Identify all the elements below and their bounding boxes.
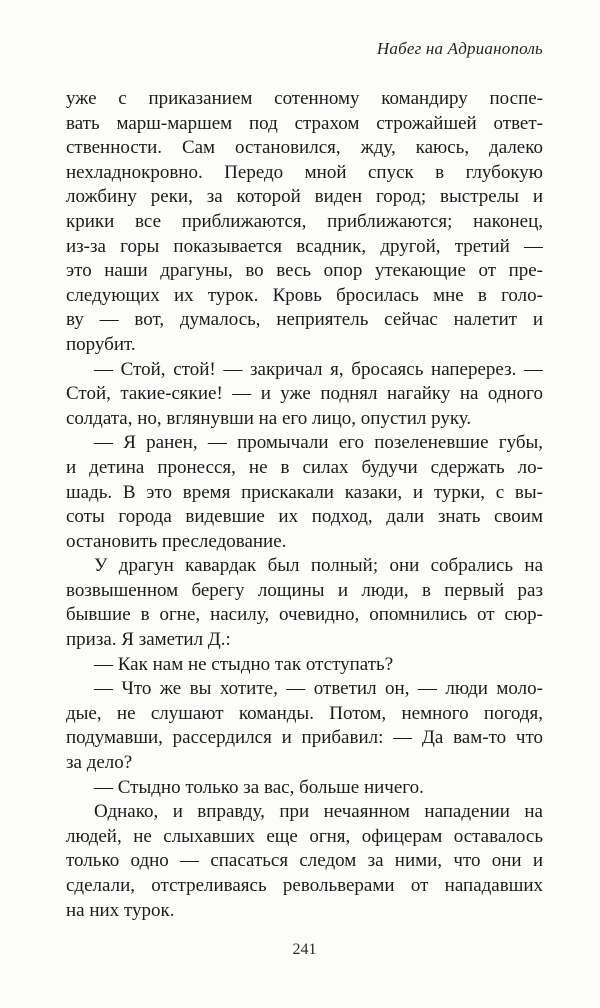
text-line: следующих их турок. Кровь бросилась мне в голо-: [66, 284, 543, 306]
paragraph: [66, 554, 543, 652]
text-line: шадь. В это время прискакали казаки, и турки, с вы-: [66, 481, 543, 503]
text-line: из-за горы показывается всадник, другой, третий —: [66, 235, 543, 257]
text-line: это наши драгуны, во весь опор утекающие от пре-: [66, 260, 543, 282]
text-line: ву — вот, думалось, неприятель сейчас налетит и: [66, 309, 543, 331]
text-line: — Стой, стой! — закричал я, бросаясь наперерез. —: [94, 358, 543, 380]
text-line: на них турок.: [66, 899, 175, 921]
text-line: Стой, такие-сякие! — и уже поднял нагайку на одного: [66, 383, 543, 405]
running-head: Набег на Адрианополь: [376, 39, 543, 58]
text-line: дые, не слушают команды. Потом, немного погодя,: [66, 702, 543, 724]
text-line: нехладнокровно. Передо мной спуск в глубокую: [66, 161, 543, 183]
text-line: подумавши, рассердился и прибавил: — Да вам-то что: [66, 727, 543, 749]
text-line: только одно — спасаться следом за ними, что они и: [66, 850, 543, 872]
body-text: [66, 87, 543, 923]
text-line: соты города видевшие их подход, дали знать своим: [66, 506, 543, 528]
paragraph: [66, 431, 543, 554]
text-line: ственности. Сам остановился, жду, каюсь, далеко: [66, 137, 543, 159]
text-line: вать марш-маршем под страхом строжайшей ответ-: [66, 112, 543, 134]
text-line: остановить преследование.: [66, 530, 287, 552]
text-line: — Я ранен, — промычали его позеленевшие губы,: [94, 432, 543, 454]
paragraph: [66, 653, 543, 678]
paragraph: [66, 800, 543, 923]
paragraph: [66, 776, 543, 801]
paragraph: [66, 677, 543, 775]
text-line: за дело?: [66, 752, 133, 774]
paragraph: [66, 358, 543, 432]
text-line: людей, не слыхавших еще огня, офицерам оставалось: [66, 825, 543, 847]
text-line: и детина пронесся, не в силах будучи сдержать ло-: [66, 456, 543, 478]
text-line: порубит.: [66, 333, 136, 355]
text-line: сделали, отстреливаясь револьверами от нападавших: [66, 875, 543, 896]
text-line: бывшие в огне, насилу, очевидно, опомнились от сюр-: [66, 604, 543, 626]
text-line: — Как нам не стыдно так отступать?: [94, 653, 394, 675]
text-line: уже с приказанием сотенному командиру поспе-: [66, 88, 543, 109]
text-line: — Что же вы хотите, — ответил он, — люди моло-: [94, 678, 543, 700]
text-line: возвышенном берегу лощины и люди, в первый раз: [66, 579, 543, 601]
text-line: Однако, и вправду, при нечаянном нападении на: [94, 801, 543, 823]
text-line: У драгун кавардак был полный; они собрались на: [94, 555, 543, 577]
text-line: крики все приближаются, приближаются; наконец,: [66, 210, 543, 232]
text-line: солдата, но, вглянувши на его лицо, опустил руку.: [66, 407, 472, 429]
text-line: — Стыдно только за вас, больше ничего.: [94, 776, 424, 798]
text-line: ложбину реки, за которой виден город; выстрелы и: [66, 186, 543, 208]
text-line: приза. Я заметил Д.:: [66, 629, 231, 651]
page-number: 241: [292, 941, 317, 958]
paragraph: [66, 87, 543, 358]
